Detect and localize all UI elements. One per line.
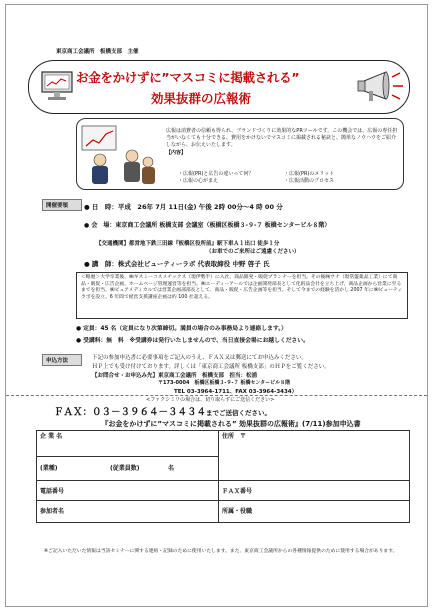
main-title-line2: 効果抜群の広報術 — [151, 91, 252, 106]
contact-address: 〒173-0004 板橋区板橋３-９-７ 板橋センタービル８階 — [158, 380, 291, 386]
content-item: ・広報活動のプロセス — [284, 178, 335, 185]
content-item: ・広報(PR)のメリット — [284, 171, 335, 177]
lecturer-profile: ＜略歴＞大学卒業後、㈱ギスミーコスメチックス（現伊勢半）に入社。商品開発・販促プランナーを担当。その後㈱サナ（現常盤薬品工業）にて商品・販促・広告企画、ホームページ管理運営等を担当。㈱エーディーアールでは企画開発部長として化粧品会社を立ち上げ、商品企画から営業に至るまでを担当。㈱ビュアメディカルでは営業企画部部長として、商品・販促・広告企画等を担当。そして今までの経験を活かし 2007 年に㈱ビューティラボを設立。6 年間で経営支援講座企画は約 100 社超える。 — [76, 272, 408, 319]
phone-label: 電話番号 — [40, 488, 65, 495]
capacity: ● 定員：45 名（定員になり次第締切。満員の場合のみ事務局より連絡します。） — [76, 326, 287, 332]
event-details-tag: 開催要領 — [42, 199, 82, 211]
industry-label: (業種) — [40, 465, 58, 472]
fax-suffix: までご送信ください。 — [206, 409, 272, 417]
phone-field[interactable] — [37, 481, 219, 501]
industry-field[interactable] — [37, 457, 219, 481]
address-field[interactable] — [219, 431, 410, 481]
contact-label: 【お問合せ・お申込み先】東京商工会議所 板橋支部 担当：松浦 — [92, 373, 258, 379]
main-title-line1: お金をかけずに”マスコミに掲載される” — [76, 70, 300, 85]
company-label: 企 業 名 — [40, 433, 63, 440]
contact-tel: TEL 03-3964-1711、FAX 03-3964-3434） — [174, 389, 298, 395]
fee: ● 受講料：無 料 ※受講券は発行いたしませんので、当日直接会場にお越しください。 — [76, 338, 309, 344]
content-label: 【内容】 — [166, 149, 187, 156]
fax-number-text: ＦＡＸ：０３－３９６４－３４３４ — [54, 407, 207, 418]
event-date: ● 日 時：平成 26年 7月 11日(金) 午後 2時 00分～4 時 00 分 — [84, 203, 283, 211]
flyer-page — [5, 4, 428, 607]
position-field[interactable] — [219, 501, 410, 523]
access-note: （お車でのご来所はご遠慮ください） — [206, 249, 300, 255]
fax-field[interactable] — [219, 481, 410, 501]
address-label: 住所 〒 — [222, 433, 247, 440]
intro-paragraph: 広報は消費者の信頼も得られ、ブランドづくりに効果的なPRツールです。この機会では、広報の専任担当がいなくても十分できる、費用をかけないでマスコミに掲載される秘訣と、簡単なノウハウをご紹介しながら、お伝えいたします。 — [166, 128, 398, 149]
content-list — [178, 171, 398, 185]
content-item: ・広報(PR)と広告の違いって何？ — [178, 171, 254, 177]
intro-text — [166, 128, 398, 157]
business-people-illustration — [78, 122, 158, 186]
fax-number — [54, 404, 271, 418]
lecturer: ● 講 師：株式会社ビューティーラボ 代表取締役 中野 啓子 氏 — [84, 260, 270, 268]
event-venue: ● 会 場：東京商工会議所 板橋支部 会議室（板橋区板橋３-９-７ 板橋センタービル８階） — [84, 222, 331, 229]
apply-line1: 下記の参加申込書に必要事項をご記入のうえ、ＦＡＸ又は郵送にてお申込みください。 — [92, 355, 307, 361]
participant-label: 参加者名 — [40, 508, 65, 515]
access-info: 【交通機関】都営地下鉄三田線『板橋区役所前』駅下車Ａ１出口 徒歩１分 — [96, 241, 280, 247]
cut-note: <ファクシミリの場合は、切り取らずにご送信ください> — [146, 397, 275, 403]
content-item: ・広報の心がまえ — [178, 178, 219, 185]
position-label: 所属・役職 — [222, 508, 253, 515]
organizer-text: 東京商工会議所 板橋支部 主催 — [56, 49, 139, 55]
apply-tag: 申込方法 — [42, 354, 82, 366]
employees-label: (従業員数) — [110, 465, 140, 472]
company-field[interactable] — [37, 431, 219, 457]
participant-field[interactable] — [37, 501, 219, 523]
application-form — [36, 430, 410, 523]
form-title: 『お金をかけずに”マスコミに掲載される” 効果抜群の広報術』(7/11)参加申込書 — [101, 420, 361, 428]
employees-unit: 名 — [168, 465, 175, 472]
fax-label: ＦＡＸ番号 — [222, 488, 253, 495]
monitor-icon — [40, 69, 76, 103]
footnote: ※ご記入いただいた情報は当該セミナーに関する連絡・記録のために使用いたします。また、東京商工会議所からの各種情報提供のために使用する場合があります。 — [44, 549, 398, 554]
megaphone-icon — [356, 69, 406, 105]
apply-line2: ＨＰ上でも受け付けております。詳しくは「東京商工会議所 板橋支部」のＨＰをご覧ください。 — [92, 364, 330, 370]
